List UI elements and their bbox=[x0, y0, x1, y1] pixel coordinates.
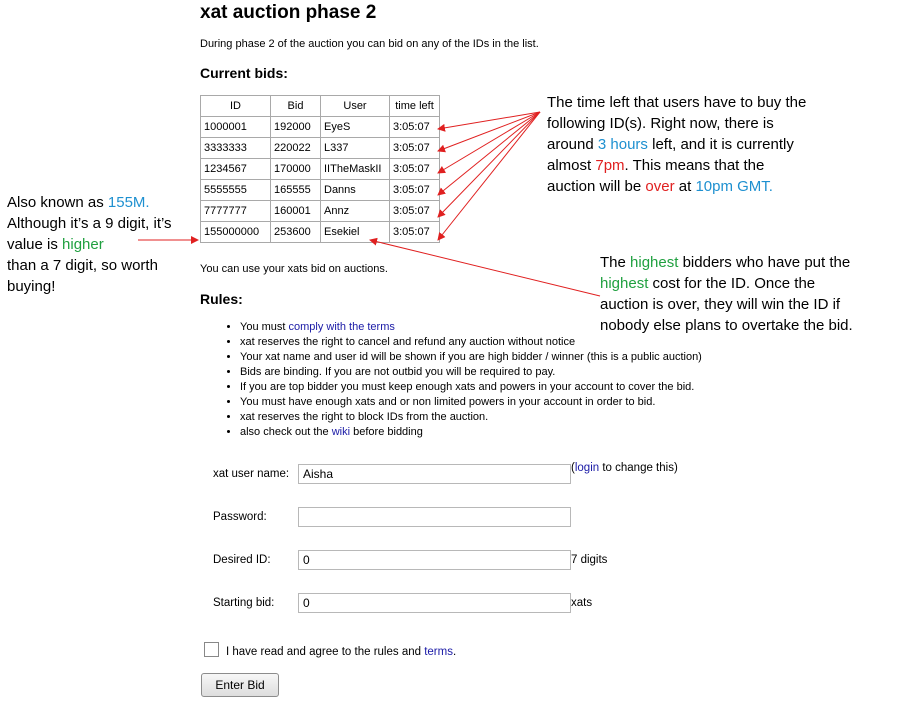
cell-id: 5555555 bbox=[201, 180, 271, 201]
starting-bid-suffix: xats bbox=[571, 597, 593, 609]
arrow-line bbox=[438, 112, 540, 195]
rule-text: also check out the bbox=[240, 426, 332, 438]
enter-bid-button[interactable]: Enter Bid bbox=[201, 673, 279, 697]
cell-user: IITheMaskII bbox=[321, 159, 390, 180]
rule-item: • Bids are binding. If you are not outbid you will be required to pay. bbox=[240, 365, 702, 380]
cell-bid: 220022 bbox=[271, 138, 321, 159]
cell-user: Annz bbox=[321, 201, 390, 222]
annotation-left: Also known as 155M. Although it’s a 9 digit, it’s value is higher than a 7 digit, so worth buying! bbox=[7, 194, 172, 295]
cell-time-left: 3:05:07 bbox=[390, 222, 440, 243]
rule-item: • Your xat name and user id will be shown if you are high bidder / winner (this is a public auction) bbox=[240, 350, 702, 365]
password-label: Password: bbox=[213, 511, 267, 523]
column-header-id: ID bbox=[201, 96, 271, 117]
column-header-time-left: time left bbox=[390, 96, 440, 117]
column-header-user: User bbox=[321, 96, 390, 117]
desired-id-label: Desired ID: bbox=[213, 554, 271, 566]
login-link[interactable]: login bbox=[574, 462, 600, 474]
page-title: xat auction phase 2 bbox=[200, 2, 377, 23]
arrow-line bbox=[438, 112, 540, 217]
rule-text: before bidding bbox=[350, 426, 423, 438]
cell-time-left: 3:05:07 bbox=[390, 159, 440, 180]
cell-bid: 192000 bbox=[271, 117, 321, 138]
login-note: (login to change this) bbox=[571, 462, 678, 474]
current-bids-heading: Current bids: bbox=[200, 65, 288, 81]
cell-id: 7777777 bbox=[201, 201, 271, 222]
rule-item: • You must have enough xats and or non limited powers in your account in order to bid. bbox=[240, 395, 702, 410]
intro-text: During phase 2 of the auction you can bid on any of the IDs in the list. bbox=[200, 38, 539, 50]
cell-bid: 165555 bbox=[271, 180, 321, 201]
cell-user: L337 bbox=[321, 138, 390, 159]
cell-time-left: 3:05:07 bbox=[390, 180, 440, 201]
cell-id: 3333333 bbox=[201, 138, 271, 159]
arrow-line bbox=[438, 112, 540, 129]
annotation-highest-bidders: The highest bidders who have put the highest cost for the ID. Once the auction is over, they will win the ID if nobody else plans to overtake the bid. bbox=[600, 254, 853, 334]
cell-bid: 253600 bbox=[271, 222, 321, 243]
cell-bid: 160001 bbox=[271, 201, 321, 222]
cell-user: EyeS bbox=[321, 117, 390, 138]
arrow-line bbox=[370, 240, 600, 296]
rule-item: • If you are top bidder you must keep enough xats and powers in your account to cover the bid. bbox=[240, 380, 702, 395]
cell-user: Danns bbox=[321, 180, 390, 201]
desired-id-suffix: 7 digits bbox=[571, 554, 608, 566]
cell-time-left: 3:05:07 bbox=[390, 138, 440, 159]
use-xats-text: You can use your xats bid on auctions. bbox=[200, 263, 388, 275]
cell-id: 155000000 bbox=[201, 222, 271, 243]
rule-item: • xat reserves the right to cancel and refund any auction without notice bbox=[240, 335, 702, 350]
terms-link-form[interactable]: terms bbox=[424, 646, 453, 658]
username-label: xat user name: bbox=[213, 468, 290, 480]
cell-id: 1000001 bbox=[201, 117, 271, 138]
cell-bid: 170000 bbox=[271, 159, 321, 180]
agree-label: I have read and agree to the rules and terms. bbox=[226, 646, 457, 658]
cell-user: Esekiel bbox=[321, 222, 390, 243]
terms-link[interactable]: comply with the terms bbox=[288, 321, 395, 333]
starting-bid-label: Starting bid: bbox=[213, 597, 275, 609]
rule-text: You must bbox=[240, 321, 289, 333]
rules-heading: Rules: bbox=[200, 291, 243, 307]
annotation-time-left: The time left that users have to buy the following ID(s). Right now, there is around 3 hours left, and it is currently almost 7pm. This means that the auction will be over at 10pm GMT. bbox=[547, 94, 807, 195]
rule-item: • xat reserves the right to block IDs from the auction. bbox=[240, 410, 702, 425]
column-header-bid: Bid bbox=[271, 96, 321, 117]
cell-time-left: 3:05:07 bbox=[390, 201, 440, 222]
wiki-link[interactable]: wiki bbox=[331, 426, 351, 438]
cell-time-left: 3:05:07 bbox=[390, 117, 440, 138]
cell-id: 1234567 bbox=[201, 159, 271, 180]
